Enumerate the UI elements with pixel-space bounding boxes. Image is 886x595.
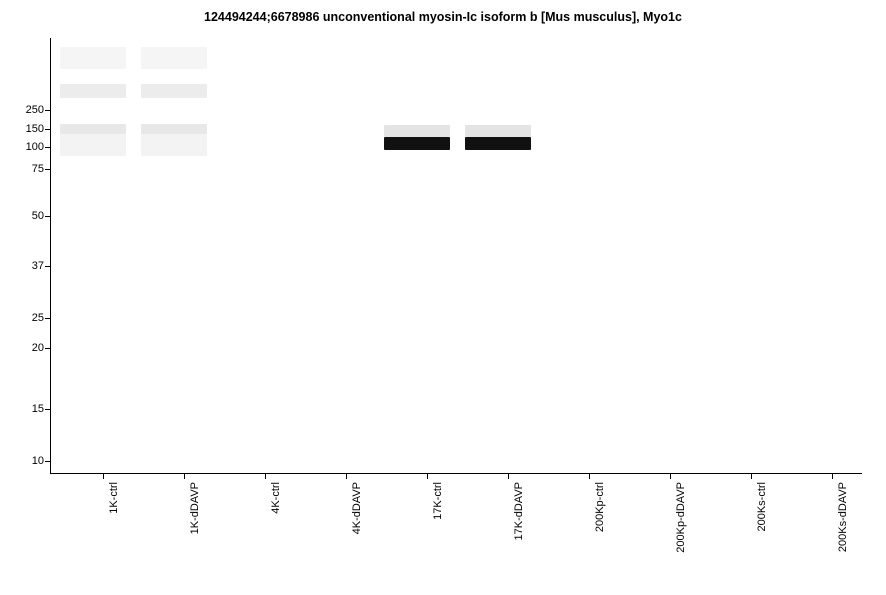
blot-band	[384, 125, 450, 137]
y-tick-label: 15	[31, 403, 44, 415]
y-tick-label: 50	[31, 210, 44, 222]
blot-band	[60, 124, 126, 134]
y-tick-label: 25	[31, 312, 44, 324]
blot-band	[465, 125, 531, 137]
blot-band	[60, 84, 126, 98]
x-tick-mark	[184, 474, 185, 479]
blot-band	[141, 47, 207, 69]
y-tick-label: 150	[25, 123, 44, 135]
x-tick-label-200ks-ctrl: 200Ks-ctrl	[756, 482, 768, 532]
blot-band	[141, 84, 207, 98]
y-tick-label: 10	[31, 455, 44, 467]
blot-band	[141, 124, 207, 134]
blot-plot-area	[50, 38, 862, 474]
x-tick-mark	[751, 474, 752, 479]
x-tick-label-200kp-ddavp: 200Kp-dDAVP	[675, 482, 687, 553]
x-tick-label-200ks-ddavp: 200Ks-dDAVP	[837, 482, 849, 553]
x-tick-label-1k-ctrl: 1K-ctrl	[108, 482, 120, 514]
y-tick-label: 20	[31, 342, 44, 354]
x-tick-mark	[265, 474, 266, 479]
y-tick-label: 250	[25, 104, 44, 116]
y-tick-label: 100	[25, 141, 44, 153]
x-tick-label-17k-ddavp: 17K-dDAVP	[513, 482, 525, 541]
x-tick-mark	[346, 474, 347, 479]
blot-band	[465, 137, 531, 150]
blot-band	[60, 134, 126, 156]
page-title: 124494244;6678986 unconventional myosin-Ic isoform b [Mus musculus], Myo1c	[204, 10, 682, 24]
blot-band	[60, 47, 126, 69]
x-tick-label-17k-ctrl: 17K-ctrl	[432, 482, 444, 520]
x-tick-label-4k-ddavp: 4K-dDAVP	[351, 482, 363, 535]
x-tick-mark	[508, 474, 509, 479]
x-tick-mark	[427, 474, 428, 479]
blot-band	[384, 137, 450, 150]
x-tick-mark	[103, 474, 104, 479]
x-tick-label-200kp-ctrl: 200Kp-ctrl	[594, 482, 606, 533]
y-tick-label: 37	[31, 260, 44, 272]
x-tick-mark	[670, 474, 671, 479]
x-tick-mark	[832, 474, 833, 479]
y-tick-label: 75	[31, 163, 44, 175]
x-tick-label-1k-ddavp: 1K-dDAVP	[189, 482, 201, 535]
blot-band	[141, 134, 207, 156]
x-tick-label-4k-ctrl: 4K-ctrl	[270, 482, 282, 514]
x-tick-mark	[589, 474, 590, 479]
y-axis-tick-labels	[0, 0, 44, 595]
